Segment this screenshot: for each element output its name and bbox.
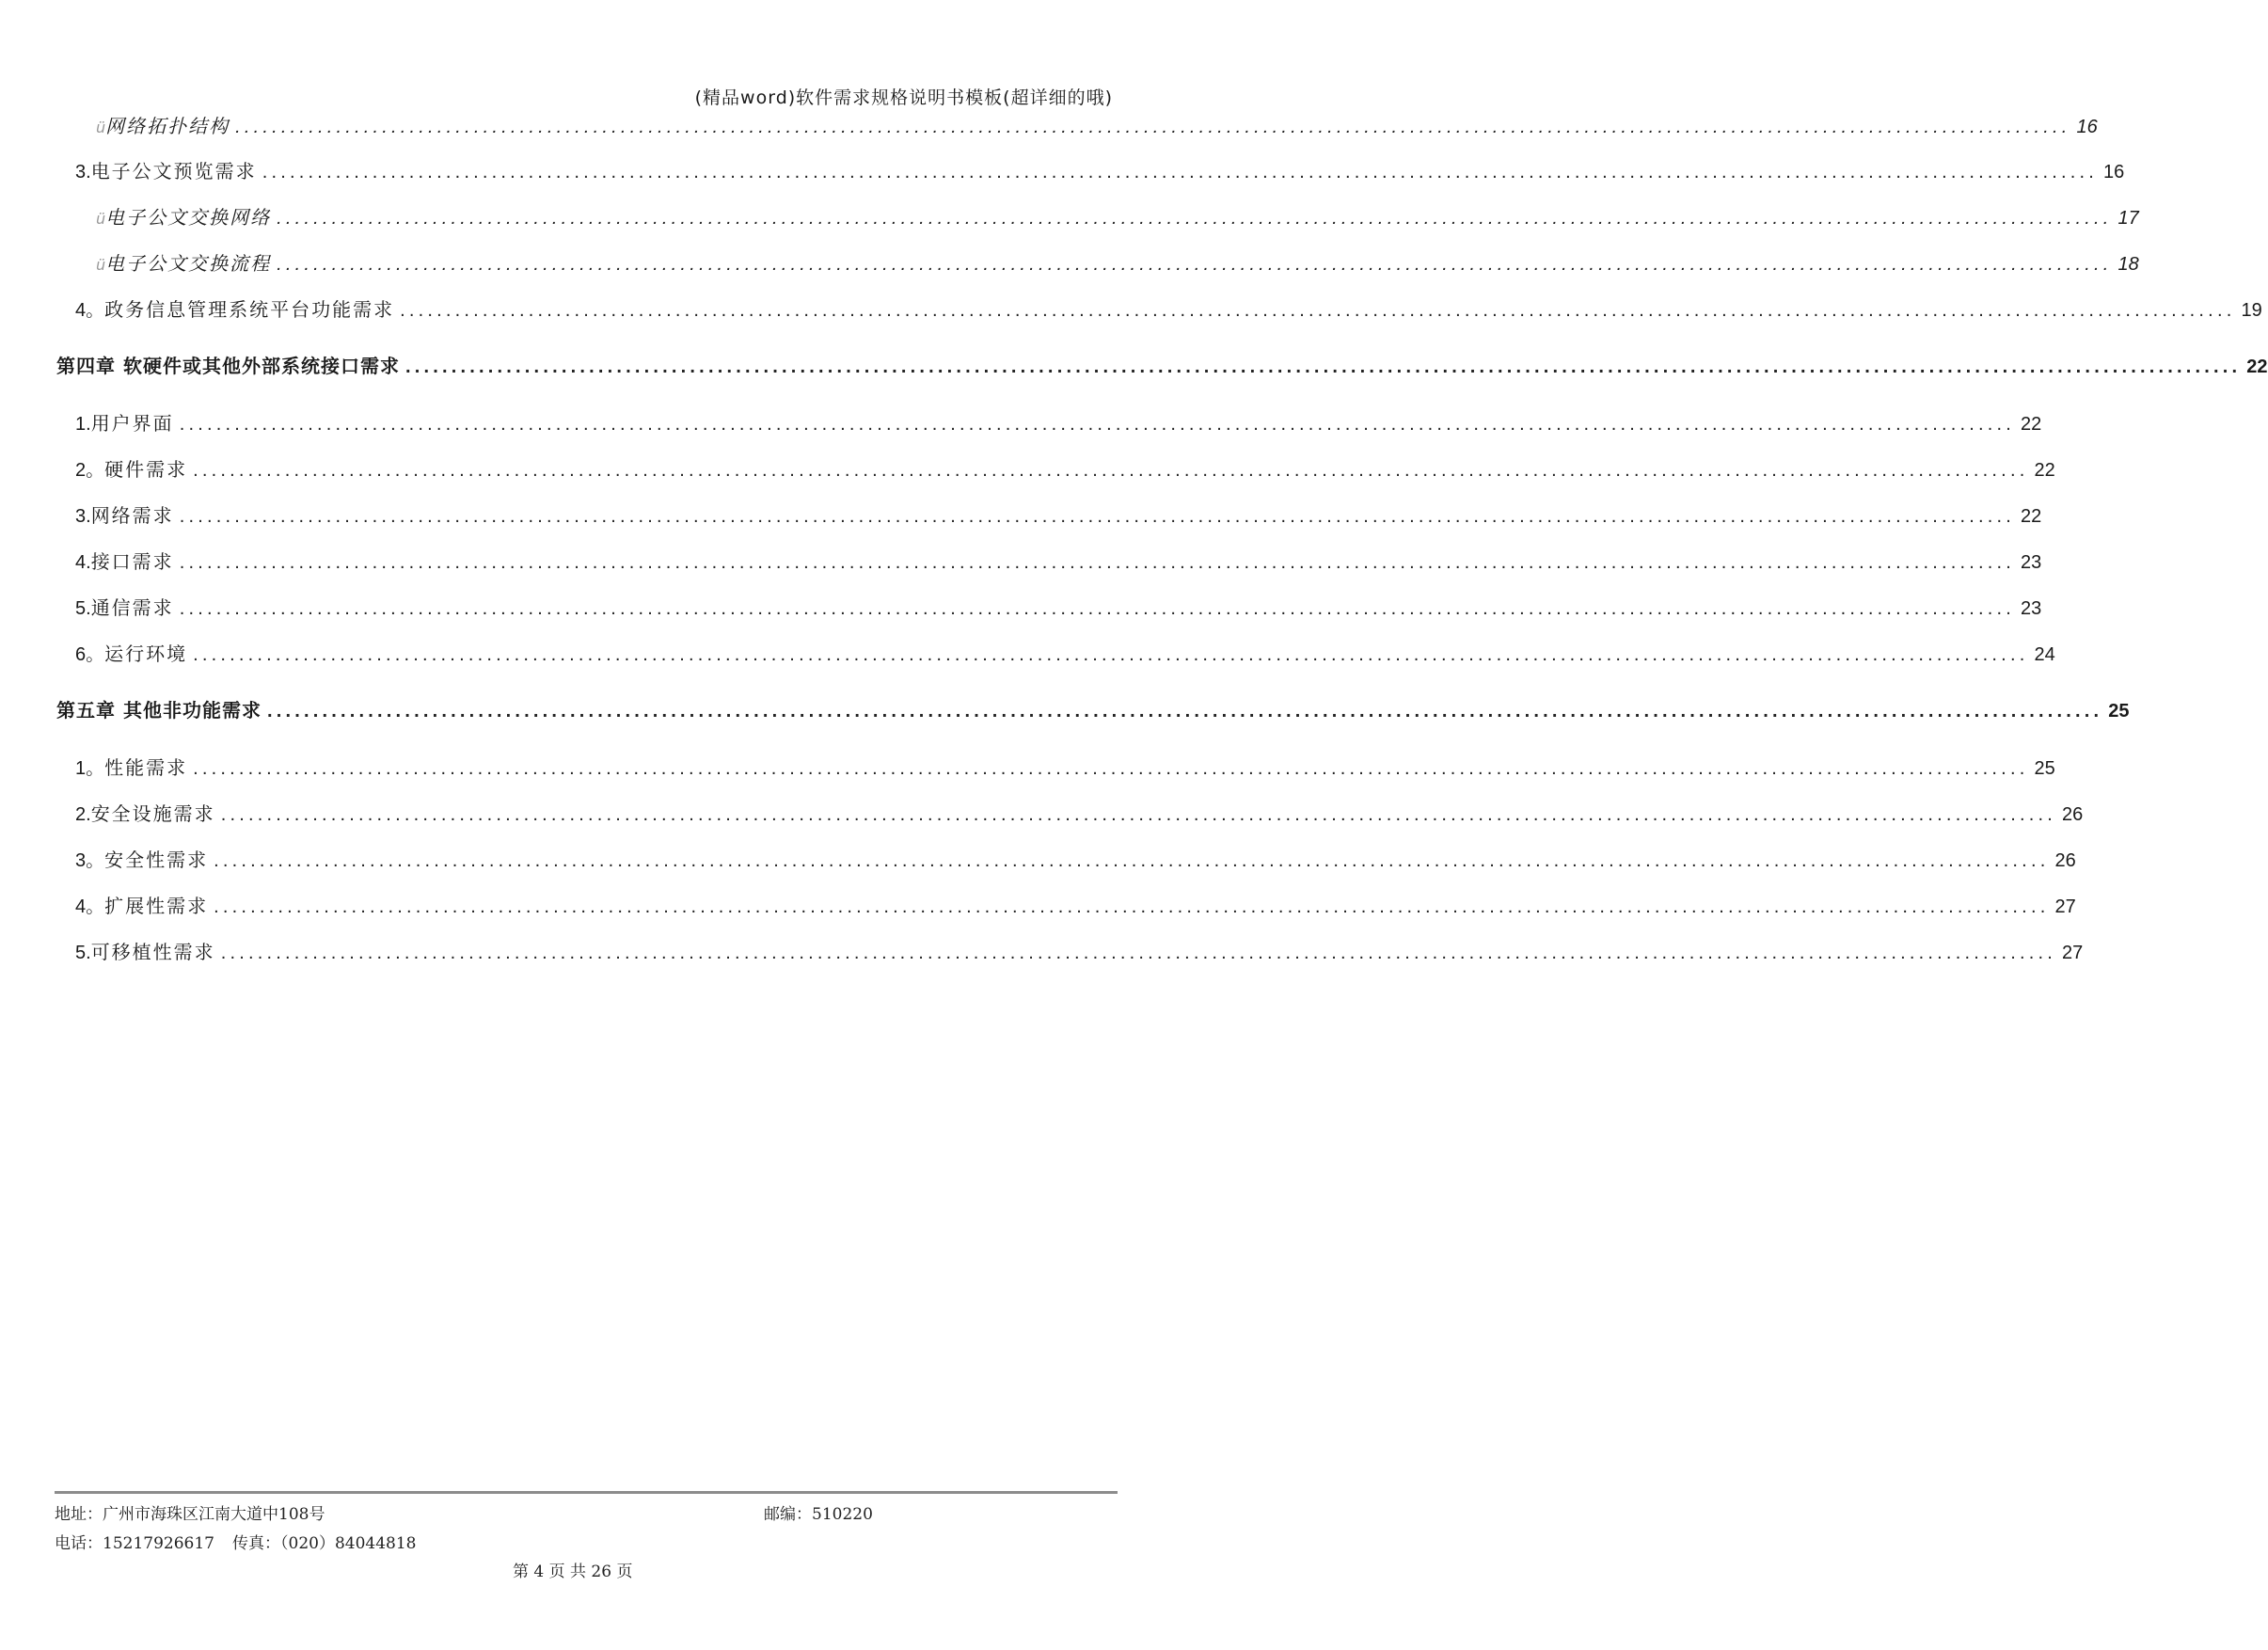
toc-entry-label: 电子公文预览需求: [90, 160, 257, 182]
toc-entry[interactable]: [75, 294, 2262, 323]
toc-dot-leader: ........................................................................................................................................................................................................: [277, 254, 2113, 275]
footer-divider: [55, 1491, 1118, 1494]
toc-page-number: 18: [2117, 254, 2139, 275]
toc-dot-leader: ........................................................................................................................................................................................................: [179, 552, 2016, 573]
toc-subentry[interactable]: [96, 202, 2139, 230]
toc-entry-label: 网络需求: [90, 504, 174, 527]
toc-entry-label: 安全设施需求: [90, 802, 215, 825]
toc-dot-leader: ........................................................................................................................................................................................................: [214, 850, 2050, 871]
toc-chapter-entry[interactable]: [56, 351, 2268, 379]
toc-dot-leader: ........................................................................................................................................................................................................: [266, 701, 2103, 722]
toc-entry-number: 1。: [75, 758, 105, 779]
toc-page-number: 27: [2062, 943, 2084, 963]
toc-dot-leader: ........................................................................................................................................................................................................: [179, 598, 2016, 619]
toc-entry-number: 3.: [75, 162, 91, 182]
toc-entry-label: 运行环境: [104, 643, 188, 665]
toc-entry[interactable]: [75, 753, 2055, 781]
footer-postcode: 邮编：510220: [764, 1505, 873, 1524]
toc-entry[interactable]: [75, 891, 2076, 919]
toc-dot-leader: ........................................................................................................................................................................................................: [400, 300, 2236, 321]
toc-entry[interactable]: [75, 845, 2076, 873]
footer-fax: 传真：（020）84044818: [232, 1534, 417, 1553]
document-header-title: (精品word)软件需求规格说明书模板(超详细的哦): [694, 87, 1113, 108]
toc-dot-leader: ........................................................................................................................................................................................................: [235, 117, 2071, 137]
toc-entry-label: 硬件需求: [104, 458, 188, 481]
toc-entry-number: 1.: [75, 414, 91, 435]
toc-entry[interactable]: [75, 156, 2125, 184]
toc-entry-label: 用户界面: [90, 412, 174, 435]
toc-entry-number: 3。: [75, 850, 105, 871]
toc-entry-number: 4。: [75, 896, 105, 917]
bullet-icon: ü: [96, 210, 106, 228]
toc-chapter-entry[interactable]: [56, 695, 2130, 723]
toc-entry-number: 2.: [75, 804, 91, 825]
bullet-icon: ü: [96, 119, 106, 136]
toc-page-number: 22: [2246, 357, 2268, 377]
toc-entry-number: 4。: [75, 300, 105, 321]
toc-entry-number: 2。: [75, 460, 105, 481]
toc-dot-leader: ........................................................................................................................................................................................................: [262, 162, 2099, 182]
toc-dot-leader: ........................................................................................................................................................................................................: [404, 357, 2242, 377]
toc-page-number: 26: [2054, 850, 2076, 871]
toc-page-number: 17: [2117, 208, 2139, 229]
toc-entry[interactable]: [75, 937, 2084, 965]
toc-page-number: 22: [2021, 506, 2042, 527]
toc-entry[interactable]: [75, 639, 2055, 667]
toc-entry-label: 扩展性需求: [104, 895, 209, 917]
toc-entry-label: 通信需求: [90, 596, 174, 619]
toc-entry-label: 性能需求: [104, 756, 188, 779]
toc-entry[interactable]: [75, 408, 2042, 436]
toc-entry-number: 4.: [75, 552, 91, 573]
toc-page-number: 25: [2108, 701, 2130, 722]
toc-entry[interactable]: [75, 500, 2042, 529]
toc-dot-leader: ........................................................................................................................................................................................................: [193, 460, 2029, 481]
toc-page-number: 25: [2034, 758, 2055, 779]
toc-page-number: 24: [2034, 644, 2055, 665]
toc-dot-leader: ........................................................................................................................................................................................................: [220, 804, 2057, 825]
toc-page-number: 23: [2021, 552, 2042, 573]
toc-entry-number: 5.: [75, 598, 91, 619]
toc-entry-label: 接口需求: [90, 550, 174, 573]
toc-page-number: 22: [2021, 414, 2042, 435]
toc-entry-label: 安全性需求: [104, 849, 209, 871]
toc-subentry[interactable]: [96, 111, 2098, 139]
toc-entry[interactable]: [75, 593, 2042, 621]
toc-dot-leader: ........................................................................................................................................................................................................: [179, 414, 2016, 435]
toc-entry[interactable]: [75, 799, 2084, 827]
footer-page-number: 第 4 页 共 26 页: [513, 1563, 633, 1581]
toc-subentry[interactable]: [96, 248, 2139, 277]
toc-entry[interactable]: [75, 547, 2042, 575]
footer-phone: 电话：15217926617: [55, 1534, 214, 1553]
footer-address: 地址：广州市海珠区江南大道中108号: [55, 1505, 325, 1524]
toc-dot-leader: ........................................................................................................................................................................................................: [179, 506, 2016, 527]
toc-page-number: 27: [2054, 896, 2076, 917]
toc-entry-label: 第五章 其他非功能需求: [56, 699, 262, 722]
toc-entry[interactable]: [75, 454, 2055, 483]
toc-entry-number: 3.: [75, 506, 91, 527]
toc-page-number: 23: [2021, 598, 2042, 619]
toc-page-number: 22: [2034, 460, 2055, 481]
toc-entry-label: 网络拓扑结构: [105, 115, 230, 137]
toc-entry-label: 电子公文交换网络: [105, 206, 272, 229]
bullet-icon: ü: [96, 256, 106, 274]
toc-page-number: 16: [2103, 162, 2125, 182]
toc-page-number: 16: [2076, 117, 2098, 137]
toc-dot-leader: ........................................................................................................................................................................................................: [214, 896, 2050, 917]
toc-entry-number: 6。: [75, 644, 105, 665]
toc-entry-label: 电子公文交换流程: [105, 252, 272, 275]
toc-dot-leader: ........................................................................................................................................................................................................: [193, 644, 2029, 665]
toc-dot-leader: ........................................................................................................................................................................................................: [277, 208, 2113, 229]
toc-dot-leader: ........................................................................................................................................................................................................: [193, 758, 2029, 779]
toc-entry-label: 政务信息管理系统平台功能需求: [104, 298, 395, 321]
toc-dot-leader: ........................................................................................................................................................................................................: [220, 943, 2057, 963]
toc-page-number: 26: [2062, 804, 2084, 825]
toc-entry-label: 可移植性需求: [90, 941, 215, 963]
toc-page-number: 19: [2241, 300, 2262, 321]
toc-entry-number: 5.: [75, 943, 91, 963]
toc-entry-label: 第四章 软硬件或其他外部系统接口需求: [56, 355, 400, 377]
